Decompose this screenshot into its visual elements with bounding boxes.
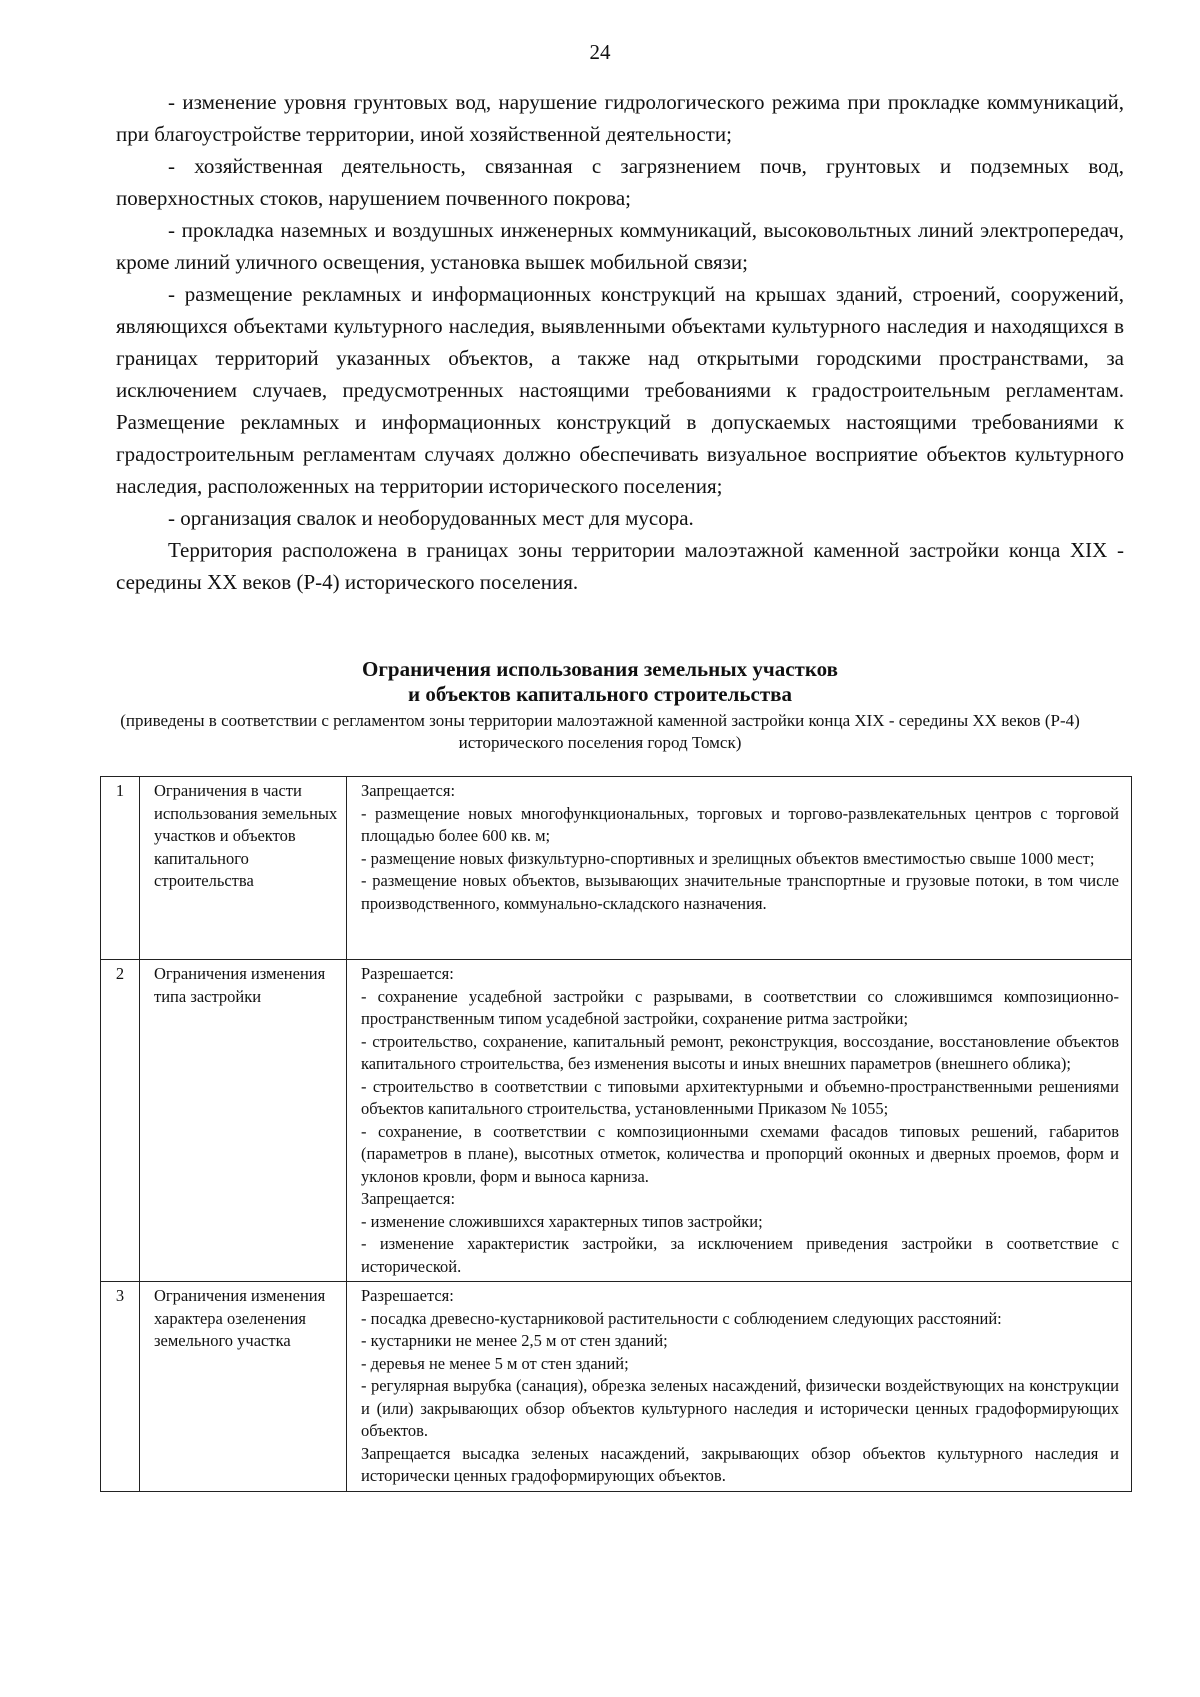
paragraph: Территория расположена в границах зоны территории малоэтажной каменной застройки конца XIX - середины XX веков (Р-4) исторического поселения. (116, 538, 1124, 594)
content-line: - изменение сложившихся характерных типов застройки; (361, 1211, 763, 1231)
body-text (116, 86, 1124, 598)
content-line: - изменение характеристик застройки, за исключением приведения застройки в соответствие с исторической. (361, 1234, 1119, 1276)
paragraph: - изменение уровня грунтовых вод, нарушение гидрологического режима при прокладке коммуникаций, при благоустройстве территории, иной хозяйственной деятельности; (116, 90, 1124, 146)
paragraph: - размещение рекламных и информационных конструкций на крышах зданий, строений, сооружений, являющихся объектами культурного наследия, выявленными объектами культурного наследия и находящихся в границах территорий указанных объектов, а также над открытыми городскими пространствами, за исключением случаев, предусмотренных настоящими требованиями к градостроительным регламентам. Размещение рекламных и информационных конструкций в допускаемых настоящими требованиями к градостроительным регламентам случаях должно обеспечивать визуальное восприятие объектов культурного наследия, расположенных на территории исторического поселения; (116, 282, 1124, 498)
content-line: - кустарники не менее 2,5 м от стен зданий; (361, 1331, 668, 1350)
content-line: Запрещается: (361, 781, 456, 800)
content-line: - сохранение усадебной застройки с разрывами, в соответствии со сложившимся композиционно-пространственным типом усадебной застройки, сохранение ритма застройки; (361, 986, 1119, 1028)
content-line: Запрещается высадка зеленых насаждений, закрывающих обзор объектов культурного наследия и исторически ценных градоформирующих объектов. (361, 1443, 1119, 1485)
restriction-name: Ограничения в части использования земельных участков и объектов капитального строительства (140, 777, 347, 960)
restriction-content (347, 1282, 1132, 1492)
row-number: 1 (101, 777, 140, 960)
table-row (101, 777, 1132, 960)
content-line: - размещение новых физкультурно-спортивных и зрелищных объектов вместимостью свыше 1000 мест; (361, 848, 1095, 868)
restriction-content (347, 960, 1132, 1282)
section-subtitle: (приведены в соответствии с регламентом зоны территории малоэтажной каменной застройки конца XIX - середины XX веков (Р-4) исторического поселения город Томск) (120, 711, 1080, 752)
page-number: 24 (589, 40, 611, 64)
section-title-line: Ограничения использования земельных участков (362, 657, 838, 681)
row-number: 3 (101, 1282, 140, 1492)
paragraph: - организация свалок и необорудованных мест для мусора. (168, 506, 694, 530)
content-line: Разрешается: (361, 1286, 454, 1305)
content-line: - деревья не менее 5 м от стен зданий; (361, 1353, 629, 1373)
paragraph: - прокладка наземных и воздушных инженерных коммуникаций, высоковольтных линий электропередач, кроме линий уличного освещения, установка вышек мобильной связи; (116, 218, 1124, 274)
row-number: 2 (101, 960, 140, 1282)
content-line: - регулярная вырубка (санация), обрезка зеленых насаждений, физически воздействующих на конструкции и (или) закрывающих обзор объектов культурного наследия и исторически ценных градоформирующих объектов. (361, 1376, 1119, 1440)
content-line: - сохранение, в соответствии с композиционными схемами фасадов типовых решений, габаритов (параметров в плане), высотных отметок, количества и пропорций оконных и дверных проемов, форм и уклонов кровли, форм и выноса карниза. (361, 1121, 1119, 1186)
content-line: - посадка древесно-кустарниковой растительности с соблюдением следующих расстояний: (361, 1308, 1002, 1328)
table-row (101, 960, 1132, 1282)
content-line: - строительство, сохранение, капитальный ремонт, реконструкция, воссоздание, восстановление объектов капитального строительства, без изменения высоты и иных внешних параметров (внешнего облика); (361, 1031, 1119, 1073)
restriction-name: Ограничения изменения типа застройки (140, 960, 347, 1282)
restrictions-table (100, 776, 1132, 1492)
section-title (0, 657, 1200, 707)
content-line: - строительство в соответствии с типовыми архитектурными и объемно-пространственными решениями объектов капитального строительства, установленными Приказом № 1055; (361, 1076, 1119, 1118)
restriction-name: Ограничения изменения характера озеленения земельного участка (140, 1282, 347, 1492)
table-row (101, 1282, 1132, 1492)
section-title-line: и объектов капитального строительства (408, 682, 792, 706)
content-line: - размещение новых объектов, вызывающих значительные транспортные и грузовые потоки, в том числе производственного, коммунально-складского назначения. (361, 871, 1119, 913)
content-line: - размещение новых многофункциональных, торговых и торгово-развлекательных центров с торговой площадью более 600 кв. м; (361, 803, 1119, 845)
content-line: Разрешается: (361, 964, 454, 983)
content-line: Запрещается: (361, 1189, 456, 1208)
restriction-content (347, 777, 1132, 960)
paragraph: - хозяйственная деятельность, связанная с загрязнением почв, грунтовых и подземных вод, поверхностных стоков, нарушением почвенного покрова; (116, 154, 1124, 210)
